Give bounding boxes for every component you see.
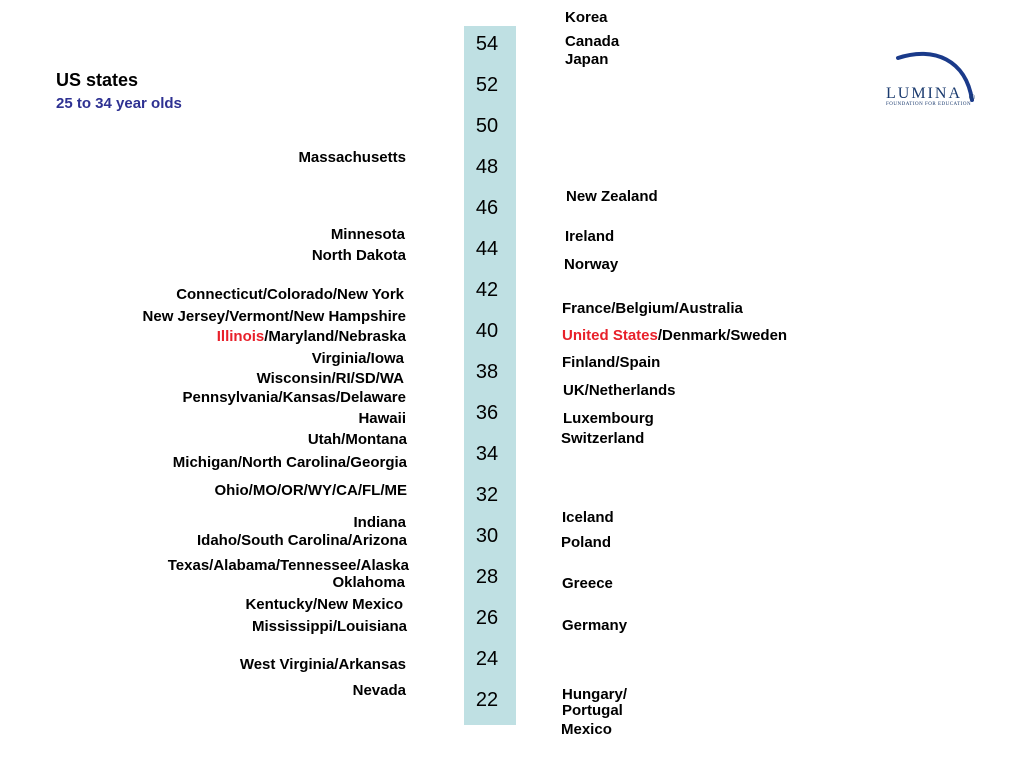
state-label: Utah/Montana (307, 431, 407, 448)
country-label: Poland (561, 534, 612, 551)
scale-tick-label: 54 (475, 33, 499, 55)
state-label: New Jersey/Vermont/New Hampshire (142, 308, 406, 325)
scale-tick-label: 24 (475, 648, 499, 670)
label-rest: /Maryland/Nebraska (264, 328, 406, 345)
state-label: Wisconsin/RI/SD/WA (256, 370, 404, 387)
country-label: Ireland (565, 228, 615, 245)
scale-tick-label: 22 (475, 689, 499, 711)
page-title: US states (56, 70, 139, 90)
state-label: Connecticut/Colorado/New York (176, 286, 404, 303)
scale-tick-label: 42 (475, 279, 499, 301)
state-label: Idaho/South Carolina/Arizona (196, 532, 407, 549)
state-label: Nevada (352, 682, 406, 699)
page-subtitle: 25 to 34 year olds (56, 95, 182, 112)
scale-tick-label: 46 (475, 197, 499, 219)
scale-tick-label: 48 (475, 156, 499, 178)
highlight-text: Illinois (216, 328, 265, 345)
scale-tick-label: 26 (475, 607, 499, 629)
country-label: Germany (562, 617, 628, 634)
state-label: Pennsylvania/Kansas/Delaware (182, 389, 406, 406)
scale-tick-label: 40 (475, 320, 499, 342)
state-label: Texas/Alabama/Tennessee/Alaska (167, 557, 409, 574)
country-label: Mexico (561, 721, 612, 738)
state-label: Oklahoma (332, 574, 405, 591)
logo-wordmark: LUMINA (886, 85, 962, 102)
scale-tick-label: 28 (475, 566, 499, 588)
country-label: France/Belgium/Australia (562, 300, 743, 317)
label-rest: /Denmark/Sweden (657, 327, 788, 344)
state-label: Minnesota (330, 226, 405, 243)
country-label: New Zealand (566, 188, 658, 205)
state-label: Ohio/MO/OR/WY/CA/FL/ME (214, 482, 407, 499)
scale-tick-label: 44 (475, 238, 499, 260)
state-label: Mississippi/Louisiana (251, 618, 407, 635)
scale-tick-label: 30 (475, 525, 499, 547)
country-label: Portugal (562, 702, 623, 719)
country-label: Finland/Spain (562, 354, 661, 371)
country-label: Korea (565, 9, 608, 26)
state-label: Kentucky/New Mexico (245, 596, 403, 613)
state-label: Michigan/North Carolina/Georgia (172, 454, 407, 471)
highlight-text: United States (562, 327, 658, 344)
country-label: Greece (562, 575, 613, 592)
scale-tick-label: 52 (475, 74, 499, 96)
country-label: Luxembourg (563, 410, 654, 427)
country-label: UK/Netherlands (563, 382, 676, 399)
state-label: Indiana (353, 514, 406, 531)
country-label: Hungary/ (562, 686, 628, 703)
scale-tick-label: 34 (475, 443, 499, 465)
state-label: West Virginia/Arkansas (239, 656, 406, 673)
country-label: Japan (565, 51, 609, 68)
scale-tick-label: 36 (475, 402, 499, 424)
scale-tick-label: 32 (475, 484, 499, 506)
state-label: North Dakota (311, 247, 406, 264)
state-label: Virginia/Iowa (311, 350, 404, 367)
scale-tick-label: 38 (475, 361, 499, 383)
state-label: Hawaii (358, 410, 406, 427)
country-label: Switzerland (561, 430, 645, 447)
logo-registered-mark: ® (969, 93, 975, 102)
scale-tick-label: 50 (475, 115, 499, 137)
state-label: Massachusetts (298, 149, 406, 166)
logo-tagline: FOUNDATION FOR EDUCATION (886, 102, 972, 107)
country-label: Norway (564, 256, 619, 273)
country-label: Canada (565, 33, 620, 50)
country-label (562, 327, 787, 344)
country-label: Iceland (562, 509, 614, 526)
state-label (217, 328, 406, 345)
